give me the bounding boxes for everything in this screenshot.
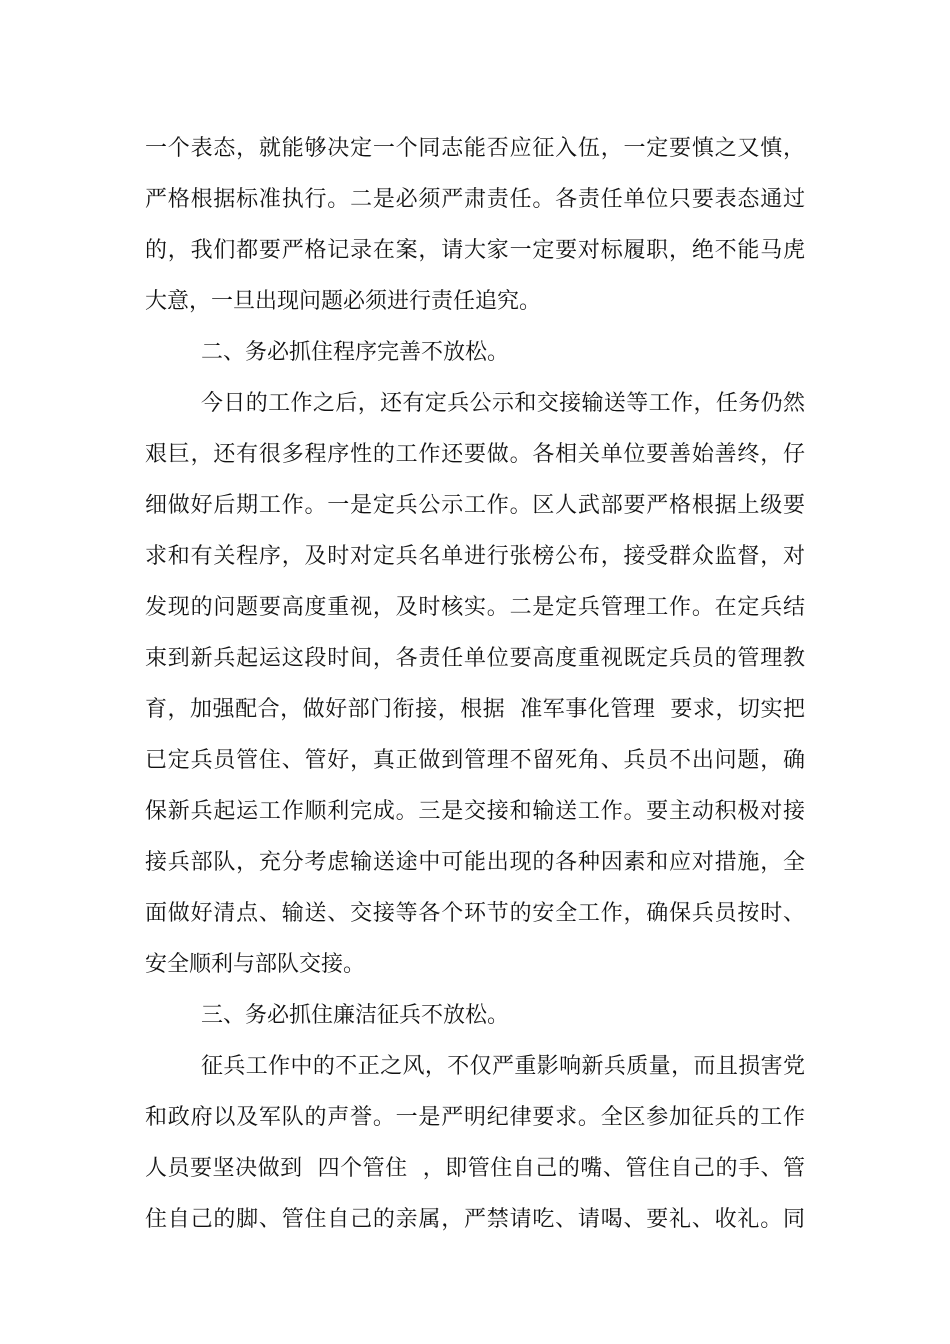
text-line: 的，我们都要严格记录在案，请大家一定要对标履职，绝不能马虎 — [145, 238, 805, 263]
text-line: 面做好清点、输送、交接等各个环节的安全工作，确保兵员按时、 — [145, 901, 805, 926]
text-line: 大意，一旦出现问题必须进行责任追究。 — [145, 289, 542, 314]
text-line: 一个表态，就能够决定一个同志能否应征入伍，一定要慎之又慎， — [145, 136, 805, 161]
text-line: 住自己的脚、管住自己的亲属，严禁请吃、请喝、要礼、收礼。同 — [145, 1207, 805, 1232]
text-line: 艰巨，还有很多程序性的工作还要做。各相关单位要善始善终，仔 — [145, 442, 805, 467]
text-line: 已定兵员管住、管好，真正做到管理不留死角、兵员不出问题，确 — [145, 748, 805, 773]
text-line: 人员要坚决做到 四个管住 ，即管住自己的嘴、管住自己的手、管 — [145, 1156, 805, 1181]
paragraph-first-line: 征兵工作中的不正之风，不仅严重影响新兵质量，而且损害党 — [201, 1054, 805, 1079]
section-heading: 三、务必抓住廉洁征兵不放松。 — [201, 1003, 510, 1028]
text-line: 保新兵起运工作顺利完成。三是交接和输送工作。要主动积极对接 — [145, 799, 805, 824]
text-line: 求和有关程序，及时对定兵名单进行张榜公布，接受群众监督，对 — [145, 544, 805, 569]
text-line: 发现的问题要高度重视，及时核实。二是定兵管理工作。在定兵结 — [145, 595, 805, 620]
text-line: 安全顺利与部队交接。 — [145, 952, 366, 977]
text-line: 和政府以及军队的声誉。一是严明纪律要求。全区参加征兵的工作 — [145, 1105, 805, 1130]
text-line: 严格根据标准执行。二是必须严肃责任。各责任单位只要表态通过 — [145, 187, 805, 212]
text-line: 育，加强配合，做好部门衔接，根据 准军事化管理 要求，切实把 — [145, 697, 805, 722]
text-line: 束到新兵起运这段时间，各责任单位要高度重视既定兵员的管理教 — [145, 646, 805, 671]
text-line: 接兵部队，充分考虑输送途中可能出现的各种因素和应对措施，全 — [145, 850, 805, 875]
section-heading: 二、务必抓住程序完善不放松。 — [201, 340, 510, 365]
text-line: 细做好后期工作。一是定兵公示工作。区人武部要严格根据上级要 — [145, 493, 805, 518]
paragraph-first-line: 今日的工作之后，还有定兵公示和交接输送等工作，任务仍然 — [201, 391, 805, 416]
